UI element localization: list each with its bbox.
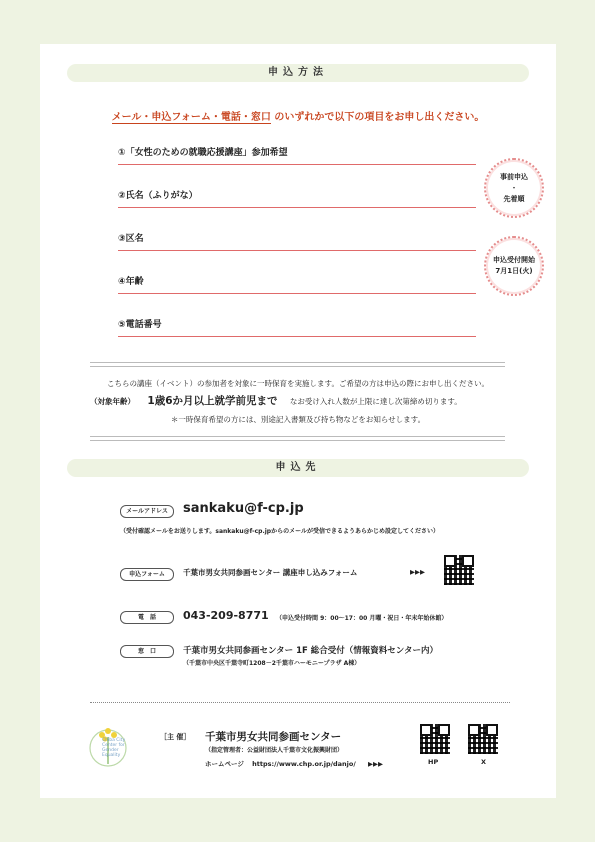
childcare-line3: ＊一時保育希望の方には、別途記入書類及び持ち物などをお知らせします。 [170, 415, 426, 424]
phone-label-pill: 電 話 [120, 611, 174, 624]
logo-text: Chiba City Center for Gender Equality [102, 738, 126, 758]
form-qr-code-icon[interactable] [444, 555, 474, 585]
form-link-text[interactable]: 千葉市男女共同参画センター 講座申し込みフォーム [183, 568, 358, 577]
field-item-4: ④年齢 [118, 275, 476, 294]
host-name: 千葉市男女共同参画センター [205, 731, 342, 743]
childcare-age-label: （対象年齢） [90, 397, 135, 406]
badge1-line2: ・ [510, 183, 518, 192]
childcare-line1: こちらの講座（イベント）の参加者を対象に一時保育を実施します。ご希望の方は申込の際にお申し出ください。 [107, 379, 489, 388]
divider-bottom [90, 436, 505, 441]
email-address[interactable]: sankaku@f-cp.jp [183, 501, 304, 516]
intro-methods: メール・申込フォーム・電話・窓口 [111, 112, 271, 123]
phone-note: （申込受付時間 9：00～17：00 月曜・祝日・年末年始休館） [276, 615, 448, 622]
field-item-5: ⑤電話番号 [118, 318, 476, 337]
window-label-pill: 窓 口 [120, 645, 174, 658]
badge1-line1: 事前申込 [500, 172, 528, 181]
hp-qr-code-icon[interactable] [420, 724, 450, 754]
phone-number[interactable]: 043-209-8771 [183, 609, 269, 622]
childcare-age-row [90, 393, 462, 408]
hp-qr-label: HP [428, 758, 439, 766]
intro-rest: のいずれかで以下の項目をお申し出ください。 [274, 112, 485, 123]
childcare-age-value: 1歳6か月以上就学前児まで [147, 395, 278, 407]
badge1-line3: 先着順 [503, 194, 525, 203]
x-qr-code-icon[interactable] [468, 724, 498, 754]
intro-text [40, 108, 556, 123]
badge-reception-start [484, 236, 544, 296]
childcare-age-note: なお受け入れ人数が上限に達し次第締め切ります。 [289, 397, 462, 406]
homepage-row [205, 759, 383, 768]
footer-divider [90, 702, 510, 703]
field-item-2: ②氏名（ふりがな） [118, 189, 476, 208]
badge-prior-application [484, 158, 544, 218]
field-item-1: ①「女性のための就職応援講座」参加希望 [118, 146, 476, 165]
badge2-line2: 7月1日(火) [495, 267, 533, 275]
badge2-line1: 申込受付開始 [493, 256, 535, 264]
homepage-url[interactable]: https://www.chp.or.jp/danjo/ [252, 760, 356, 768]
homepage-arrow-icon: ▶▶▶ [368, 760, 383, 768]
divider-top [90, 362, 505, 367]
host-label: ［主 催］ [160, 733, 191, 741]
window-text: 千葉市男女共同参画センター 1F 総合受付（情報資料センター内） [183, 646, 438, 656]
window-address: （千葉市中央区千葉寺町1208－2千葉市ハーモニープラザ A棟） [183, 660, 361, 667]
form-arrow-icon: ▶▶▶ [410, 568, 425, 576]
x-qr-label: X [481, 758, 487, 766]
field-item-3: ③区名 [118, 232, 476, 251]
form-label-pill: 申込フォーム [120, 568, 174, 581]
email-label-pill: メールアドレス [120, 505, 174, 518]
email-note: （受付確認メールをお送りします。sankaku@f-cp.jpからのメールが受信できるようあらかじめ設定してください） [120, 528, 439, 535]
section-heading-method: 申込方法 [67, 64, 529, 82]
host-manager: （指定管理者：公益財団法人千葉市文化振興財団） [205, 747, 344, 754]
homepage-label: ホームページ [205, 760, 244, 768]
section-heading-contact: 申込先 [67, 459, 529, 477]
flyer-page [40, 44, 556, 798]
